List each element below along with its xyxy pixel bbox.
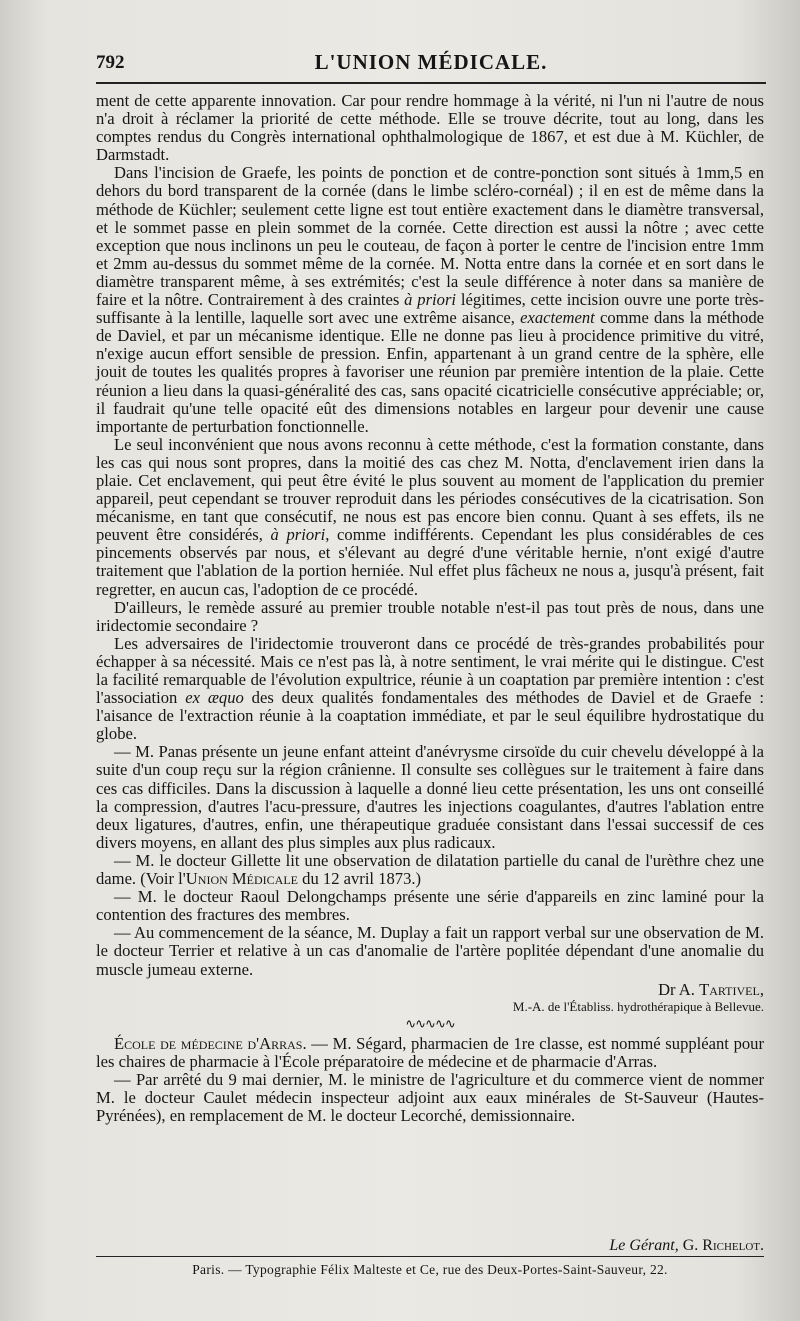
paragraph-3: Le seul inconvénient que nous avons reconnu à cette méthode, c'est la formation constante, dans les cas qui nous sont propres, dans la moitié des cas chez M. Notta, d'enclavement irien dans la plaie. Cet enclavement, qui peut être évité le plus souvent au moment de l'application du premier appareil, peut cependant se trouver reproduit dans les périodes consécutives de la cicatrisation. Son mécanisme, en tant que consécutif, ne nous est pas encore bien connu. Quant à ses effets, ils ne peuvent être considérés, à priori, comme indifférents. Cependant les plus considérables de ces pincements observés par nous, et s'élevant au degré d'une véritable hernie, n'ont exigé d'autre traitement que l'ablation de la portion herniée. Nul effet plus fâcheux ne nous a, jusqu'à présent, fait regretter, en aucun cas, l'adoption de ce procédé. <box>96 434 764 599</box>
author-signature: Dr A. Tartivel, <box>658 979 764 999</box>
printer-imprint: Paris. — Typographie Félix Malteste et Ce, rue des Deux-Portes-Saint-Sauveur, 22. <box>192 1262 668 1277</box>
paragraph-9: — Au commencement de la séance, M. Duplay a fait un rapport verbal sur une observation de M. le docteur Terrier et relative à un cas d'anomalie de l'artère poplitée dépendant d'une anomalie du muscle jumeau externe. <box>96 923 764 979</box>
article-body <box>96 92 764 1125</box>
paragraph-5: Les adversaires de l'iridectomie trouveront dans ce procédé de très-grandes probabilités pour échapper à sa nécessité. Mais ce n'est pas là, à notre sentiment, le vrai mérite qui le distingue. C'est la facilité remarquable de l'évolution expultrice, réunie à un coaptation par première intention : c'est l'association ex æquo des deux qualités fondamentales des méthodes de Daviel et de Graefe : l'aisance de l'extraction réunie à la coaptation immédiate, et par le seul équilibre hydrostatique du globe. <box>96 633 765 744</box>
header-rule <box>96 82 766 84</box>
paragraph-6: — M. Panas présente un jeune enfant atteint d'anévrysme cirsoïde du cuir chevelu développé à la suite d'un coup reçu sur la région crânienne. Il consulte ses collègues sur le traitement à faire dans ces cas difficiles. Dans la discussion à laquelle a donné lieu cette présentation, les uns ont conseillé la compression, d'autres l'acu-pressure, d'autres les injections coagulantes, d'autres l'ablation entre deux ligatures, d'autres, enfin, une thérapeutique graduée consistant dans l'essai successif de ces divers moyens, en allant des plus simples aux plus radicaux. <box>96 742 764 852</box>
gerant-signature: Le Gérant, G. Richelot. <box>609 1237 764 1254</box>
author-affiliation: M.-A. de l'Établiss. hydrothérapique à Bellevue. <box>512 998 764 1014</box>
news-item-arras: École de médecine d'Arras. — M. Ségard, pharmacien de 1re classe, est nommé suppléant pour les chaires de pharmacie à l'École préparatoire de médecine et de pharmacie d'Arras. <box>96 1033 764 1071</box>
paragraph-2: Dans l'incision de Graefe, les points de ponction et de contre-ponction sont situés à 1mm,5 en dehors du bord transparent de la cornée (dans le limbe scléro-cornéal) ; il en est de même dans la méthode de Küchler; seulement cette ligne est tout entière exactement dans le diamètre transversal, et le sommet passe en plein sommet de la cornée. Cette direction est aussi la nôtre ; avec cette exception que nous inclinons un peu le couteau, de façon à porter le centre de l'incision entre 1mm et 2mm au-dessus du sommet même de la cornée. M. Notta entre dans la cornée et en sort dans le diamètre transparent même, à ses extrémités; c'est la seule différence à noter dans sa manière de faire et la nôtre. Contrairement à des craintes à priori légitimes, cette incision ouvre une porte très-suffisante à la lentille, laquelle sort avec une extrême aisance, exactement comme dans la méthode de Daviel, et par un mécanisme identique. Elle ne donne pas lieu à procidence primitive du vitré, n'exige aucun effort sensible de pression. Enfin, appartenant à un grand centre de la sphère, elle jouit de toutes les qualités propres à favoriser une réunion par première intention de la plaie. Cette réunion a lieu dans la quasi-généralité des cas, sans opacité cicatricielle consécutive appréciable; or, il faudrait qu'une telle opacité eût des dimensions notables en largeur pour devenir une cause importante de perturbation fonctionnelle. <box>96 163 765 436</box>
page-header <box>96 48 766 80</box>
news-item-caulet: — Par arrêté du 9 mai dernier, M. le ministre de l'agriculture et du commerce vient de nommer M. le docteur Caulet médecin inspecteur adjoint aux eaux minérales de St-Sauveur (Hautes-Pyrénées), en remplacement de M. le docteur Lecorché, demissionnaire. <box>96 1069 764 1126</box>
paragraph-4: D'ailleurs, le remède assuré au premier trouble notable n'est-il pas tout près de nous, dans une iridectomie secondaire ? <box>96 597 764 635</box>
footer-rule <box>96 1256 764 1257</box>
paragraph-1: ment de cette apparente innovation. Car pour rendre hommage à la vérité, ni l'un ni l'autre de nous n'a droit à réclamer la priorité de cette méthode. Elle se trouve décrite, tout au long, dans les comptes rendus du Congrès international ophthalmologique de 1867, et est due à M. Küchler, de Darmstadt. <box>96 91 764 165</box>
section-separator: ∿∿∿∿∿ <box>405 1015 455 1031</box>
paragraph-8: — M. le docteur Raoul Delongchamps présente une série d'appareils en zinc laminé pour la contention des fractures des membres. <box>96 887 764 925</box>
running-head: L'UNION MÉDICALE. <box>314 50 548 74</box>
page-number: 792 <box>96 52 125 73</box>
paragraph-7: — M. le docteur Gillette lit une observation de dilatation partielle du canal de l'urèthre chez une dame. (Voir l'Union Médicale du 12 avril 1873.) <box>96 850 764 889</box>
